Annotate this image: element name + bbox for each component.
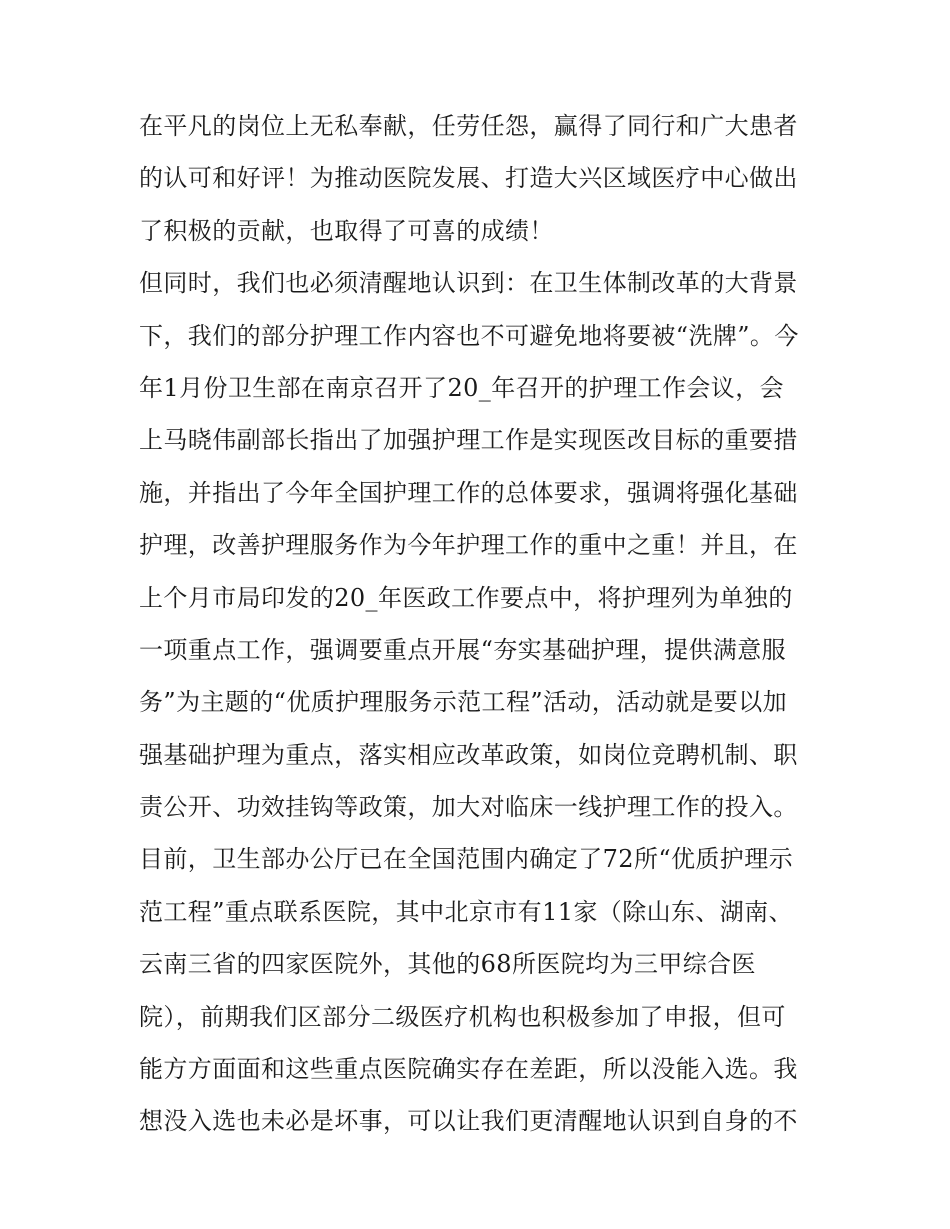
body-text bbox=[139, 100, 829, 1148]
text-line: 目前，卫生部办公厅已在全国范围内确定了72所“优质护理示 bbox=[139, 845, 794, 874]
text-line: 一项重点工作，强调要重点开展“夯实基础护理，提供满意服 bbox=[139, 635, 787, 664]
text-line: 在平凡的岗位上无私奉献，任劳任怨，赢得了同行和广大患者 bbox=[139, 112, 798, 140]
text-line: 的认可和好评！为推动医院发展、打造大兴区域医疗中心做出 bbox=[139, 164, 798, 193]
text-line: 能方方面面和这些重点医院确实存在差距，所以没能入选。我 bbox=[139, 1055, 798, 1084]
text-line: 范工程”重点联系医院，其中北京市有11家（除山东、湖南、 bbox=[139, 897, 794, 926]
text-line: 上马晓伟副部长指出了加强护理工作是实现医改目标的重要措 bbox=[139, 426, 798, 455]
text-line: 想没入选也未必是坏事，可以让我们更清醒地认识到自身的不 bbox=[139, 1107, 798, 1136]
text-line: 院），前期我们区部分二级医疗机构也积极参加了申报，但可 bbox=[139, 1002, 786, 1031]
text-line: 施，并指出了今年全国护理工作的总体要求，强调将强化基础 bbox=[139, 478, 798, 507]
text-line: 年1月份卫生部在南京召开了20_年召开的护理工作会议，会 bbox=[139, 373, 785, 402]
text-line: 但同时，我们也必须清醒地认识到：在卫生体制改革的大背景 bbox=[139, 269, 798, 298]
text-line: 强基础护理为重点，落实相应改革政策，如岗位竞聘机制、职 bbox=[139, 740, 798, 769]
text-line: 下，我们的部分护理工作内容也不可避免地将要被“洗牌”。今 bbox=[139, 321, 799, 350]
text-line: 责公开、功效挂钩等政策，加大对临床一线护理工作的投入。 bbox=[139, 793, 798, 822]
text-line: 务”为主题的“优质护理服务示范工程”活动，活动就是要以加 bbox=[139, 688, 788, 717]
text-line: 护理，改善护理服务作为今年护理工作的重中之重！并且，在 bbox=[139, 531, 798, 560]
text-line: 云南三省的四家医院外，其他的68所医院均为三甲综合医 bbox=[139, 950, 756, 979]
text-line: 上个月市局印发的20_年医政工作要点中，将护理列为单独的 bbox=[139, 583, 793, 612]
text-line: 了积极的贡献，也取得了可喜的成绩！ bbox=[139, 216, 554, 245]
